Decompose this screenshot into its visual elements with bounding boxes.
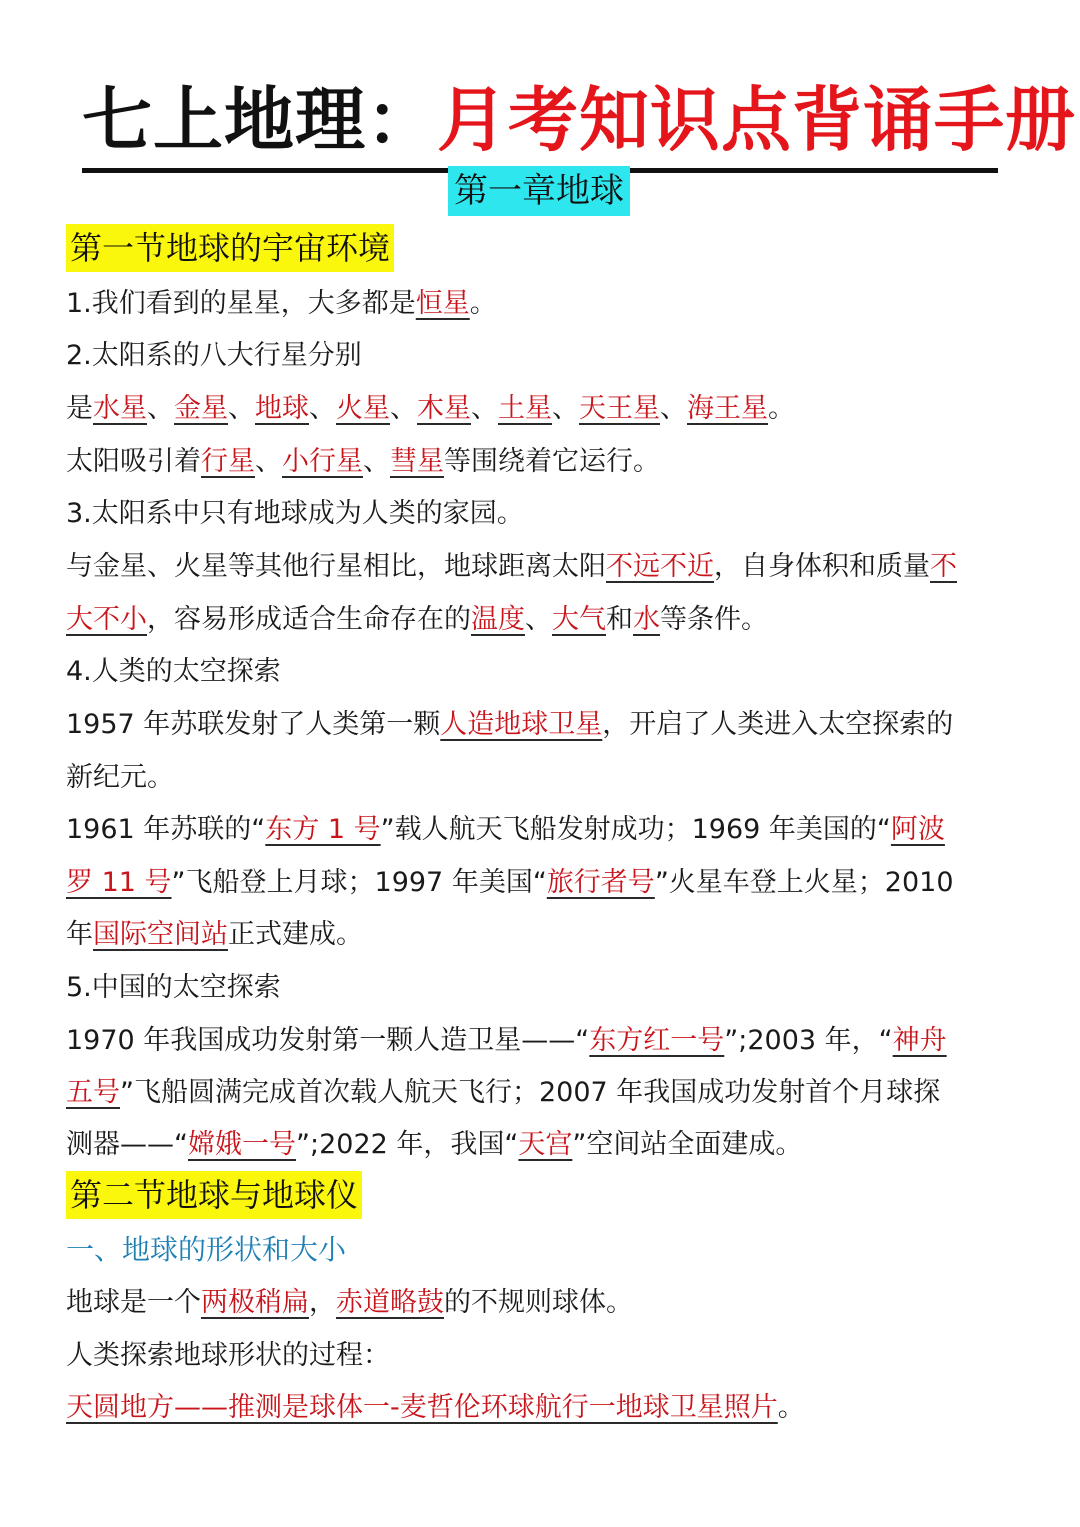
key-term: 行星	[201, 446, 255, 477]
section-heading-2: 第二节地球与地球仪	[66, 1171, 362, 1219]
paragraph-3-line-2	[66, 600, 768, 640]
earth-shape-line	[66, 1283, 633, 1323]
key-term: 阿波	[890, 814, 945, 845]
separator: 、	[471, 393, 498, 424]
text: ，开启了人类进入太空探索的	[602, 709, 954, 740]
key-term: 五号	[66, 1077, 120, 1108]
key-term: 两极稍扁	[201, 1287, 309, 1318]
title-subject: 七上地理：	[82, 78, 437, 161]
key-term: 天圆地方——推测是球体一-麦哲伦环球航行一地球卫星照片	[66, 1392, 778, 1423]
text: 测器——“	[66, 1129, 188, 1160]
text: 等围绕着它运行。	[444, 446, 660, 477]
key-term: 不远不近	[606, 551, 714, 582]
paragraph-4-line-5	[66, 915, 363, 955]
key-term: 不	[930, 551, 957, 582]
paragraph-4-line-1	[66, 705, 953, 745]
text: 是	[66, 393, 93, 424]
key-term: 大不小	[66, 604, 147, 635]
paragraph-5-line-1	[66, 1021, 947, 1061]
text: ”飞船圆满完成首次载人航天飞行；2007 年我国成功发射首个月球探	[120, 1077, 941, 1108]
planet-mars: 火星	[336, 393, 390, 424]
key-term: 赤道略鼓	[336, 1287, 444, 1318]
key-term: 罗 11 号	[66, 867, 172, 898]
text: ，自身体积和质量	[714, 551, 930, 582]
solar-system-line	[66, 442, 660, 482]
separator: 、	[255, 446, 282, 477]
key-term: 水	[633, 604, 660, 635]
separator: 、	[309, 393, 336, 424]
text: 正式建成。	[228, 919, 363, 950]
text: 。	[768, 393, 795, 424]
key-term: 东方 1 号	[265, 814, 381, 845]
key-term: 恒星	[415, 288, 470, 319]
exploration-process-line	[66, 1388, 805, 1428]
key-term: 彗星	[390, 446, 444, 477]
text: 1961 年苏联的“	[66, 814, 266, 845]
key-term: 人造地球卫星	[440, 709, 603, 740]
section-heading-1: 第一节地球的宇宙环境	[66, 224, 394, 272]
separator: 、	[228, 393, 255, 424]
text: 1957 年苏联发射了人类第一颗	[66, 709, 441, 740]
paragraph-3-line-1	[66, 547, 957, 587]
exploration-process-label: 人类探索地球形状的过程：	[66, 1340, 390, 1371]
text: 。	[777, 1392, 805, 1423]
separator: 、	[147, 393, 174, 424]
text: 1.我们看到的星星，大多都是	[66, 288, 416, 319]
text: ”火星车登上火星；2010	[654, 867, 954, 898]
paragraph-4-heading: 4.人类的太空探索	[66, 656, 281, 687]
key-term: 国际空间站	[93, 919, 228, 950]
key-term: 神舟	[892, 1025, 947, 1056]
text: ，容易形成适合生命存在的	[147, 604, 471, 635]
paragraph-4-line-2: 新纪元。	[66, 762, 174, 793]
key-term: 大气	[552, 604, 606, 635]
text: 太阳吸引着	[66, 446, 201, 477]
text: 的不规则球体。	[444, 1287, 633, 1318]
text: 和	[606, 604, 633, 635]
separator: 、	[525, 604, 552, 635]
text: ”空间站全面建成。	[572, 1129, 803, 1160]
paragraph-4-line-3	[66, 810, 945, 850]
key-term: 小行星	[282, 446, 363, 477]
planet-earth: 地球	[255, 393, 309, 424]
paragraph-2-heading: 2.太阳系的八大行星分别	[66, 340, 362, 371]
key-term: 东方红一号	[589, 1025, 725, 1056]
page-title	[82, 72, 1076, 173]
text: 地球是一个	[66, 1287, 201, 1318]
separator: 、	[660, 393, 687, 424]
planet-jupiter: 木星	[417, 393, 471, 424]
key-term: 温度	[471, 604, 525, 635]
text: 与金星、火星等其他行星相比，地球距离太阳	[66, 551, 606, 582]
text: ，	[309, 1287, 336, 1318]
key-term: 嫦娥一号	[188, 1129, 296, 1160]
separator: 、	[390, 393, 417, 424]
key-term: 天宫	[518, 1129, 573, 1160]
planet-uranus: 天王星	[579, 393, 660, 424]
text: 年	[66, 919, 93, 950]
title-handbook: 月考知识点背诵手册	[437, 78, 1076, 161]
text: ”;2003 年，“	[724, 1025, 893, 1056]
planet-venus: 金星	[174, 393, 228, 424]
text: ”载人航天飞船发射成功；1969 年美国的“	[380, 814, 891, 845]
key-term: 旅行者号	[546, 867, 655, 898]
text: ”飞船登上月球；1997 年美国“	[171, 867, 547, 898]
text: 。	[469, 288, 497, 319]
separator: 、	[552, 393, 579, 424]
chapter-heading: 第一章地球	[448, 166, 630, 216]
planet-saturn: 土星	[498, 393, 552, 424]
paragraph-5-line-3	[66, 1125, 802, 1165]
text: ”;2022 年，我国“	[296, 1129, 519, 1160]
paragraph-4-line-4	[66, 863, 954, 903]
separator: 、	[363, 446, 390, 477]
planet-neptune: 海王星	[687, 393, 768, 424]
paragraph-5-line-2	[66, 1073, 940, 1113]
paragraph-1	[66, 284, 497, 324]
planets-line	[66, 389, 795, 429]
paragraph-3-heading: 3.太阳系中只有地球成为人类的家园。	[66, 498, 524, 529]
text: 1970 年我国成功发射第一颗人造卫星——“	[66, 1025, 590, 1056]
subsection-heading: 一、地球的形状和大小	[66, 1233, 347, 1266]
paragraph-5-heading: 5.中国的太空探索	[66, 972, 281, 1003]
planet-mercury: 水星	[93, 393, 147, 424]
text: 等条件。	[660, 604, 768, 635]
